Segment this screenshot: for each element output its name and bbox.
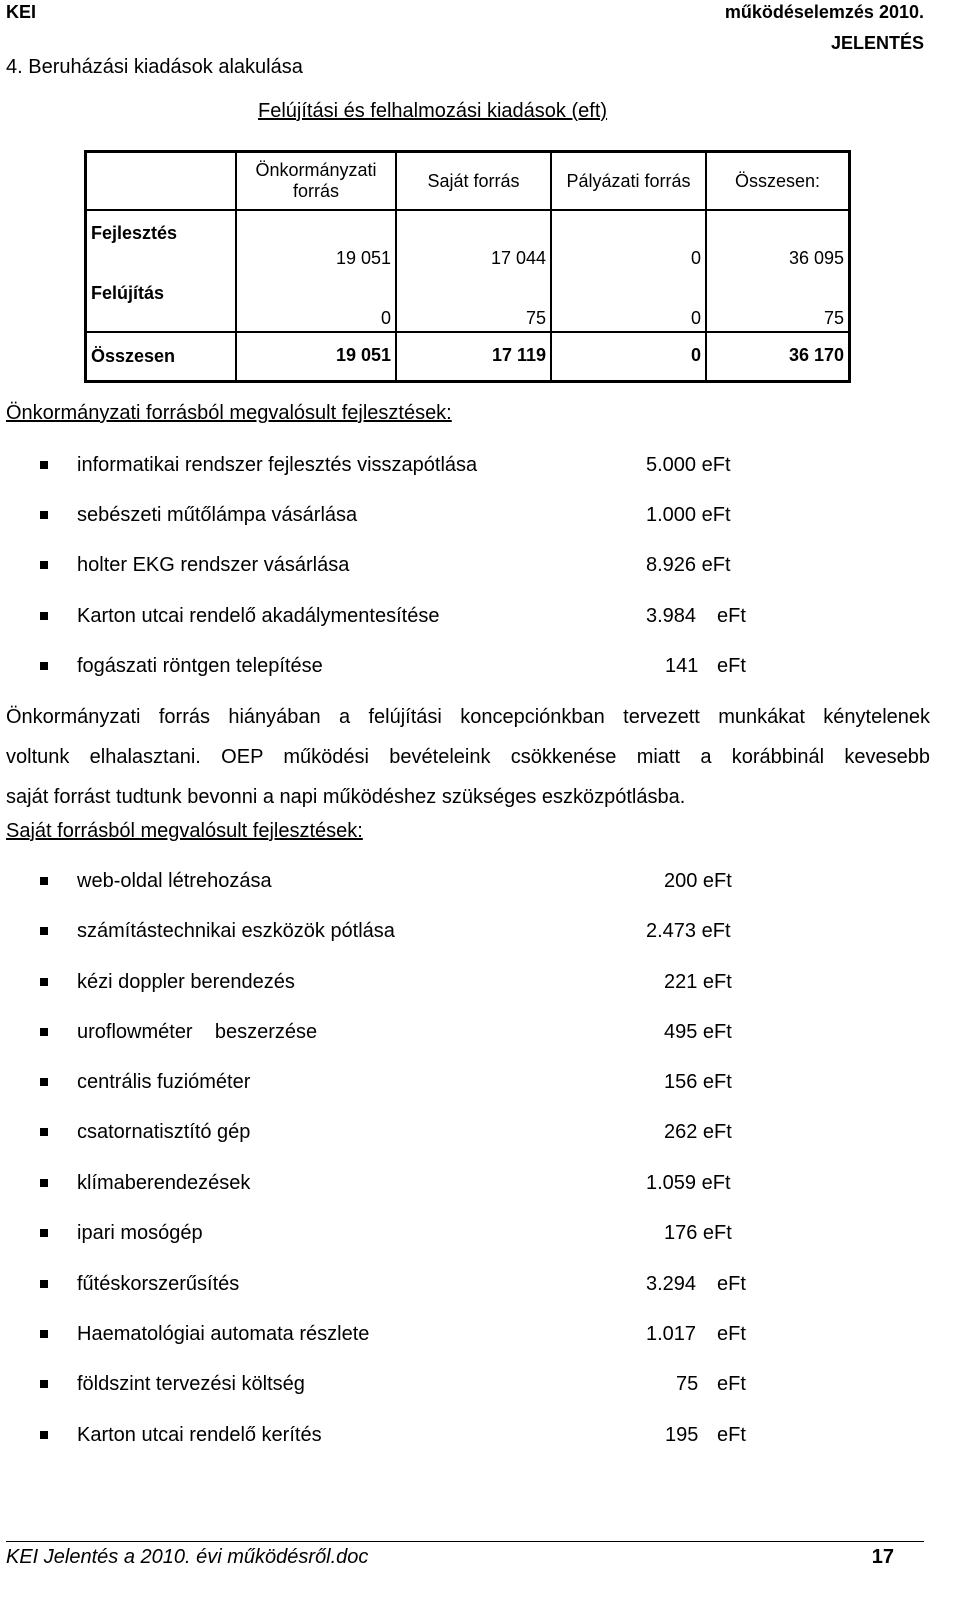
bullet-icon [40, 978, 48, 986]
bullet-icon [40, 927, 48, 935]
paragraph-line: saját forrást tudtunk bevonni a napi működéshez szükséges eszközpótlásba. [6, 786, 686, 808]
header-left: KEI [6, 2, 37, 22]
item-amount: 3.984 [646, 605, 697, 627]
item-label: uroflowméter beszerzése [77, 1021, 318, 1043]
item-amount: 75 [676, 1373, 699, 1395]
table-cell: 19 051 [236, 210, 396, 271]
item-label: Haematológiai automata részlete [77, 1323, 370, 1345]
item-label: fogászati röntgen telepítése [77, 655, 323, 677]
sajat-heading: Saját forrásból megvalósult fejlesztések: [6, 820, 363, 842]
item-label: ipari mosógép [77, 1222, 203, 1244]
row-label: Felújítás [86, 271, 237, 332]
footer-divider [6, 1541, 924, 1542]
table-header-row [86, 152, 850, 211]
row-label: Összesen [86, 332, 237, 382]
item-amount: 195 [665, 1424, 699, 1446]
item-label: földszint tervezési költség [77, 1373, 305, 1395]
item-label: Karton utcai rendelő akadálymentesítése [77, 605, 440, 627]
item-label: holter EKG rendszer vásárlása [77, 554, 350, 576]
table-cell: 17 119 [396, 332, 551, 382]
item-amount: 221 eFt [664, 971, 732, 993]
footer-filename: KEI Jelentés a 2010. évi működésről.doc [6, 1546, 369, 1568]
bullet-icon [40, 1179, 48, 1187]
item-label: csatornatisztító gép [77, 1121, 251, 1143]
bullet-icon [40, 1280, 48, 1288]
row-label: Fejlesztés [86, 210, 237, 271]
header-right-line2: JELENTÉS [830, 33, 924, 53]
table-cell: 19 051 [236, 332, 396, 382]
item-amount: 200 eFt [664, 870, 732, 892]
bullet-icon [40, 1078, 48, 1086]
item-unit: eFt [717, 1424, 746, 1446]
table-cell: 0 [236, 271, 396, 332]
bullet-icon [40, 511, 48, 519]
item-amount: 495 eFt [664, 1021, 732, 1043]
section-title: 4. Beruházási kiadások alakulása [6, 56, 303, 78]
item-label: kézi doppler berendezés [77, 971, 295, 993]
table-cell: 36 095 [706, 210, 850, 271]
table-row [86, 271, 850, 332]
table-cell: 0 [551, 271, 706, 332]
bullet-icon [40, 1380, 48, 1388]
table-cell: 0 [551, 332, 706, 382]
item-unit: eFt [717, 1373, 746, 1395]
bullet-icon [40, 1330, 48, 1338]
item-label: web-oldal létrehozása [77, 870, 272, 892]
item-label: klímaberendezések [77, 1172, 251, 1194]
item-label: fűtéskorszerűsítés [77, 1273, 240, 1295]
table-caption: Felújítási és felhalmozási kiadások (eft) [258, 100, 608, 122]
bullet-icon [40, 1431, 48, 1439]
table-cell: 17 044 [396, 210, 551, 271]
bullet-icon [40, 561, 48, 569]
bullet-icon [40, 612, 48, 620]
page-number: 17 [871, 1546, 894, 1568]
table-cell: 0 [551, 210, 706, 271]
item-label: centrális fuzióméter [77, 1071, 251, 1093]
bullet-icon [40, 1128, 48, 1136]
bullet-icon [40, 877, 48, 885]
item-amount: 141 [665, 655, 699, 677]
item-amount: 3.294 [646, 1273, 697, 1295]
table-row [86, 210, 850, 271]
item-amount: 5.000 eFt [646, 454, 731, 476]
onkormanyzati-heading: Önkormányzati forrásból megvalósult fejlesztések: [6, 402, 452, 424]
explanation-paragraph [6, 697, 930, 817]
table-total-row [86, 332, 850, 382]
column-header: Saját forrás [396, 152, 551, 211]
bullet-icon [40, 461, 48, 469]
column-header: Önkormányzati forrás [236, 152, 396, 211]
item-amount: 1.059 eFt [646, 1172, 731, 1194]
table-corner-cell [86, 152, 237, 211]
item-amount: 8.926 eFt [646, 554, 731, 576]
item-amount: 176 eFt [664, 1222, 732, 1244]
item-amount: 1.000 eFt [646, 504, 731, 526]
item-amount: 1.017 [646, 1323, 697, 1345]
item-label: számítástechnikai eszközök pótlása [77, 920, 395, 942]
item-amount: 2.473 eFt [646, 920, 731, 942]
table-cell: 75 [396, 271, 551, 332]
column-header: Pályázati forrás [551, 152, 706, 211]
paragraph-line: voltunk elhalasztani. OEP működési bevételeink csökkenése miatt a korábbinál kevesebb [6, 746, 930, 768]
item-label: informatikai rendszer fejlesztés visszapótlása [77, 454, 478, 476]
header-right-line1: működéselemzés 2010. [724, 2, 924, 22]
item-amount: 156 eFt [664, 1071, 732, 1093]
investment-table [84, 150, 851, 383]
item-label: Karton utcai rendelő kerítés [77, 1424, 322, 1446]
item-label: sebészeti műtőlámpa vásárlása [77, 504, 358, 526]
item-unit: eFt [717, 605, 746, 627]
table-cell: 36 170 [706, 332, 850, 382]
table-cell: 75 [706, 271, 850, 332]
bullet-icon [40, 662, 48, 670]
item-amount: 262 eFt [664, 1121, 732, 1143]
item-unit: eFt [717, 1273, 746, 1295]
bullet-icon [40, 1028, 48, 1036]
bullet-icon [40, 1229, 48, 1237]
paragraph-line: Önkormányzati forrás hiányában a felújítási koncepciónkban tervezett munkákat kénytelenek [6, 706, 930, 728]
column-header: Összesen: [706, 152, 850, 211]
item-unit: eFt [717, 1323, 746, 1345]
item-unit: eFt [717, 655, 746, 677]
